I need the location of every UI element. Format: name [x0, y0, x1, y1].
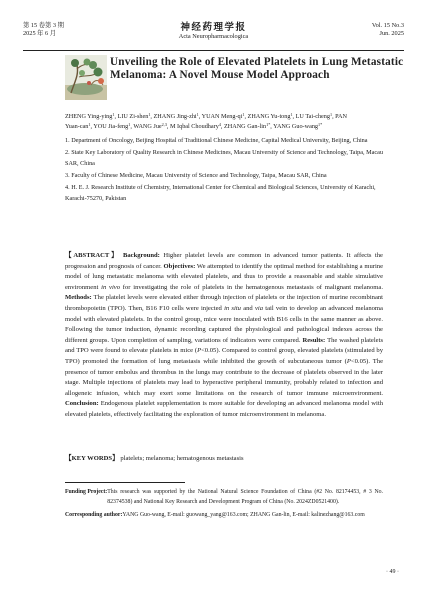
- affiliation-item: 4. H. E. J. Research Institute of Chemistry, International Center for Chemical and Biological Sciences, University of Karachi, Karachi-75270, Pakistan: [65, 184, 376, 202]
- author-name: YUAN Meng-qi: [201, 113, 243, 120]
- author-name: ZHENG Ying-ying: [65, 113, 113, 120]
- affiliation-marker: 1*: [266, 122, 271, 128]
- footnote-rule: [65, 482, 185, 483]
- p-value-symbol: P: [197, 347, 202, 355]
- conclusion-text: Endogenous platelet supplementation is more suitable for developing an advanced melanoma model with elevated platelets, effectively facilitating the exploration of tumor microenvironment in melanoma.: [65, 400, 383, 418]
- author-line: Yuan-can$^1$, YOU Jia-feng$^1$, WANG Jue$^{2,3}$, M Iqbal Choudhary$^4$, ZHANG Gan-lin$^{1*}$, YANG Guo-wang$^{1*}$: [65, 122, 323, 131]
- funding-note: [65, 488, 383, 508]
- affiliation-list: [65, 136, 383, 206]
- footnotes: [65, 488, 383, 523]
- funding-text: This research was supported by the National Natural Science Foundation of China (#2 No. 82174453, # 3 No. 82374538) and National Key Research and Development Program of China (No. 2024ZD0521400).: [107, 489, 383, 505]
- affiliation-marker: 1: [88, 122, 91, 128]
- results-label: Results:: [302, 336, 326, 344]
- affiliation-marker: 1*: [318, 122, 323, 128]
- journal-title-cn: 神经药理学报: [180, 22, 247, 33]
- affiliation-item: 1. Department of Oncology, Beijing Hospital of Traditional Chinese Medicine, Capital Medical University, Beijing, China: [65, 137, 368, 144]
- volume-issue-cn: 第 15 卷第 3 期: [23, 22, 64, 29]
- methods-and: and: [243, 304, 253, 312]
- abstract-label: 【ABSTRACT】: [65, 252, 120, 259]
- keywords: [65, 454, 383, 464]
- author-line: ZHENG Ying-ying$^1$, LIU Zi-shen$^1$, ZHANG Jing-zhi$^1$, YUAN Meng-$qi^1$, ZHANG Yu-tong$^1$, LU Tai-cheng$^1$, PAN: [65, 111, 347, 120]
- methods-text-end: tail vein to develop an advanced melanoma model with elevated platelets. In the control group, mice were inoculated with B16 cells in the same manner as above. Following the tumor induction, dynamic recording captured the physiological and pathological indexes across the different groups. Upon completion of sampling, variations of indicators were compared.: [65, 304, 383, 344]
- corresponding-author-note: [65, 511, 383, 521]
- affiliation-marker: 1: [128, 122, 131, 128]
- header-rule: [23, 50, 404, 51]
- funding-label: Funding Project:: [65, 489, 108, 495]
- date-cn: 2025 年 6 月: [23, 30, 57, 38]
- journal-header: [23, 22, 404, 50]
- author-name: ZHANG Gan-lin: [224, 123, 267, 131]
- objectives-text-end: for investigating the role of platelets in the hematogenous metastasis of malignant melanoma.: [122, 283, 383, 291]
- p-value-symbol: P: [346, 357, 351, 365]
- author-name: ZHANG Jing-zhi: [153, 113, 197, 120]
- background-label: Background:: [122, 252, 160, 259]
- affiliation-item: 3. Faculty of Chinese Medicine, Macau University of Science and Technology, Taipa, Macau SAR, China: [65, 171, 327, 179]
- methods-italic-in-situ: in situ: [224, 304, 241, 312]
- journal-title-en: Acta Neuropharmacologica: [178, 33, 249, 40]
- header-right: [372, 22, 404, 39]
- date-en: Jun. 2025: [379, 30, 404, 38]
- methods-label: Methods:: [65, 294, 92, 302]
- conclusion-label: Conclusion:: [65, 400, 99, 408]
- results-text: The washed platelets and TPO were found to elevate platelets in mice (: [65, 336, 384, 355]
- author-name: YANG Guo-wang: [273, 123, 319, 131]
- corresponding-label: Corresponding author:: [65, 511, 123, 518]
- author-name: Yuan-can: [65, 123, 89, 131]
- affiliation-marker: 4: [218, 122, 221, 128]
- author-name: PAN: [335, 113, 347, 120]
- methods-italic-via: via: [254, 304, 264, 312]
- results-text-mid: <0.05). Compared to control group, elevated platelets (stimulated by TPO) promoted the formation of lung metastasis while inhibited the growth of subcutaneous tumor (: [65, 347, 383, 365]
- header-center: [23, 22, 404, 41]
- objectives-label: Objectives:: [163, 262, 196, 270]
- journal-logo-image: [65, 55, 107, 100]
- affiliation-marker: 1: [112, 111, 115, 117]
- corresponding-text: YANG Guo-wang, E-mail: guowang_yang@163.com; ZHANG Gan-lin, E-mail: kalinezhang@163.com: [122, 511, 365, 518]
- affiliation-marker: 1: [329, 111, 333, 117]
- affiliation-marker: 1: [290, 111, 293, 117]
- keywords-text: platelets; melanoma; hematogenous metastasis: [120, 455, 244, 462]
- affiliation-item: 2. State Key Laboratory of Quality Research in Chinese Medicines, Macau University of Science and Technology, Taipa, Macau SAR, China: [65, 149, 383, 167]
- methods-text: The platelet levels were elevated either through injection of platelets or the injection of murine recombinant thrombopoietin (TPO). Then, B16 F10 cells were injected: [65, 294, 384, 312]
- affiliation-marker: 2,3: [161, 122, 167, 128]
- background-text: Higher platelet levels are common in advanced tumor patients. It affects the progression and prognosis of cancer.: [65, 252, 383, 270]
- author-name: YOU Jia-feng: [93, 123, 129, 131]
- author-name: ZHANG Yu-tong: [247, 113, 291, 120]
- volume-issue-en: Vol. 15 No.3: [371, 22, 404, 29]
- author-name: LIU Zi-shen: [117, 113, 149, 120]
- objectives-text: We attempted to identify the optimal method for establishing a murine model of lung metastatic melanoma with elevated platelets, and thus to provide a reasonable and stable simulative environment: [65, 262, 383, 291]
- objectives-italic: in vivo: [101, 283, 120, 291]
- author-list: [65, 112, 381, 132]
- author-name: M Iqbal Choudhary: [170, 123, 219, 131]
- affiliation-marker: 1: [148, 111, 151, 117]
- keywords-label: 【KEY WORDS】: [65, 455, 119, 462]
- page-number: · 49 ·: [386, 569, 399, 575]
- author-name: WANG Jue: [133, 123, 162, 131]
- affiliation-marker: 1: [196, 111, 199, 117]
- results-text-end: <0.05). The presence of tumor embolus and thrombus in the lungs may contribute to the decrease of platelets observed in the later stage. Multiple injections of platelets may lead to hyperactive peripheral immunity, probably related to infection and allogeneic infusion, which may exert some limitations on the research of tumor immune microenvironment.: [65, 357, 383, 397]
- abstract: [65, 251, 383, 421]
- paper-title: Unveiling the Role of Elevated Platelets in Lung Metastatic Melanoma: A Novel Mouse Model Approach: [110, 56, 404, 82]
- author-name: LU Tai-cheng: [295, 113, 330, 120]
- affiliation-marker: 1: [242, 111, 245, 117]
